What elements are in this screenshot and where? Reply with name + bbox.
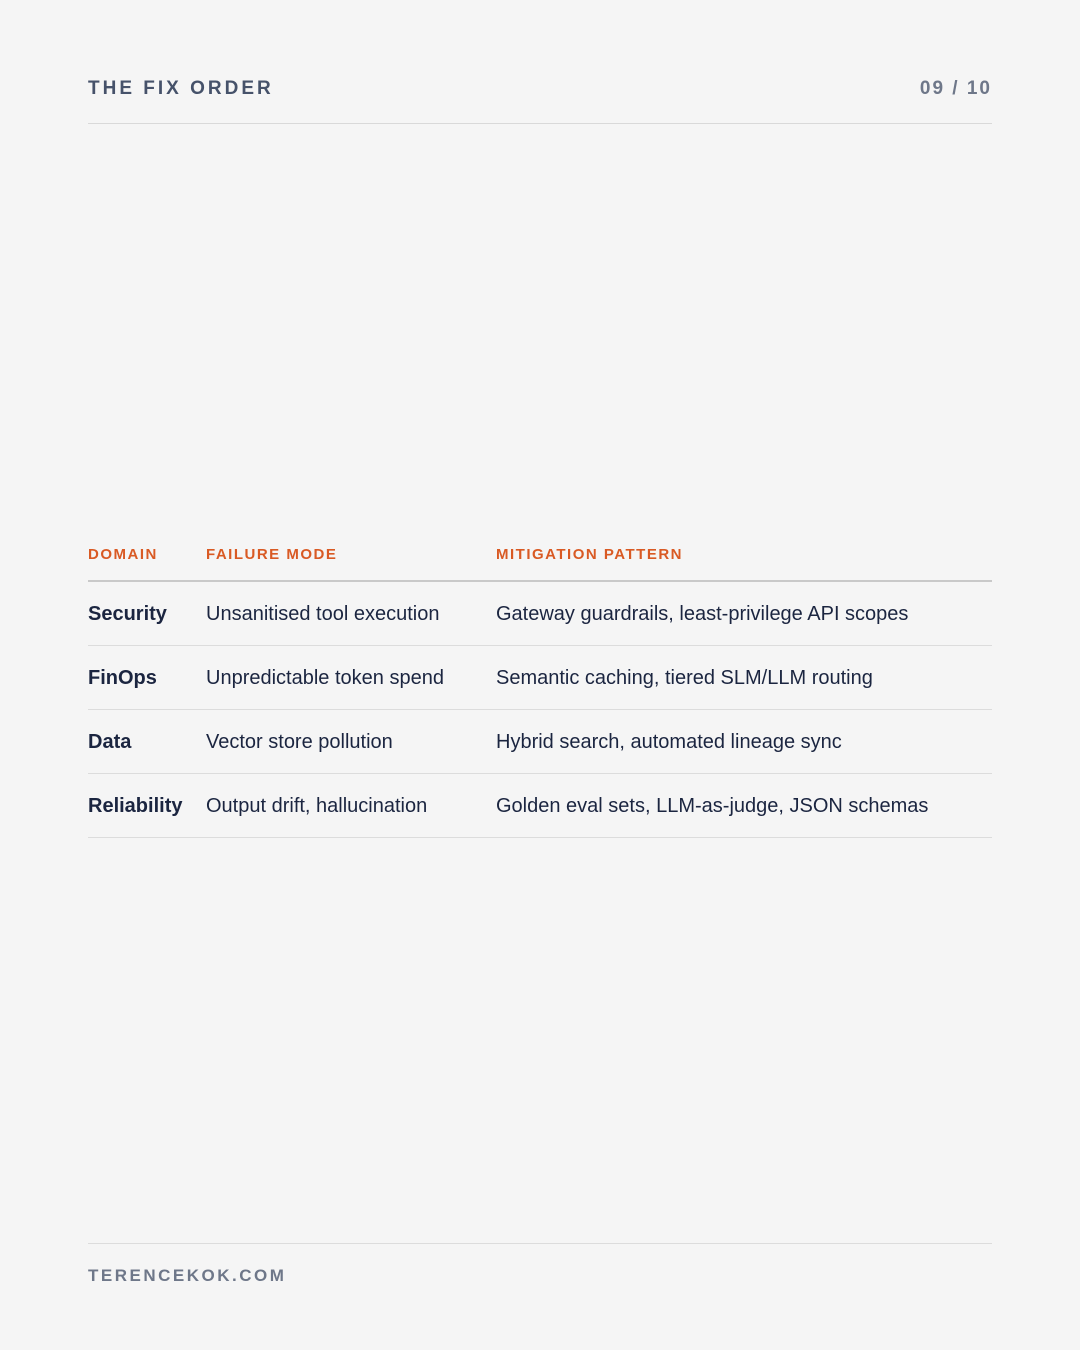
page-indicator: 09 / 10	[919, 78, 992, 99]
mitigation-cell: Gateway guardrails, least-privilege API scopes	[496, 602, 909, 625]
table-row	[88, 710, 992, 774]
failure-mode-cell: Output drift, hallucination	[206, 794, 428, 817]
failure-mode-cell: Vector store pollution	[206, 730, 393, 753]
column-header-mitigation-pattern: MITIGATION PATTERN	[496, 546, 683, 563]
mitigation-cell: Semantic caching, tiered SLM/LLM routing	[496, 666, 873, 689]
table-row	[88, 774, 992, 838]
domain-cell: FinOps	[88, 666, 157, 689]
domain-cell: Data	[88, 730, 132, 753]
page-title: THE FIX ORDER	[88, 78, 274, 99]
mitigation-table	[88, 540, 992, 838]
column-header-failure-mode: FAILURE MODE	[206, 546, 338, 563]
table-row	[88, 582, 992, 646]
table-header-row	[88, 540, 992, 582]
domain-cell: Security	[88, 602, 167, 625]
domain-cell: Reliability	[88, 794, 183, 817]
mitigation-cell: Hybrid search, automated lineage sync	[496, 730, 842, 753]
site-url: TERENCEKOK.COM	[88, 1266, 287, 1285]
page-footer	[88, 1243, 992, 1288]
page-header	[88, 76, 992, 124]
table-row	[88, 646, 992, 710]
column-header-domain: DOMAIN	[88, 546, 158, 563]
failure-mode-cell: Unpredictable token spend	[206, 666, 444, 689]
failure-mode-cell: Unsanitised tool execution	[206, 602, 440, 625]
mitigation-cell: Golden eval sets, LLM-as-judge, JSON schemas	[496, 794, 929, 817]
